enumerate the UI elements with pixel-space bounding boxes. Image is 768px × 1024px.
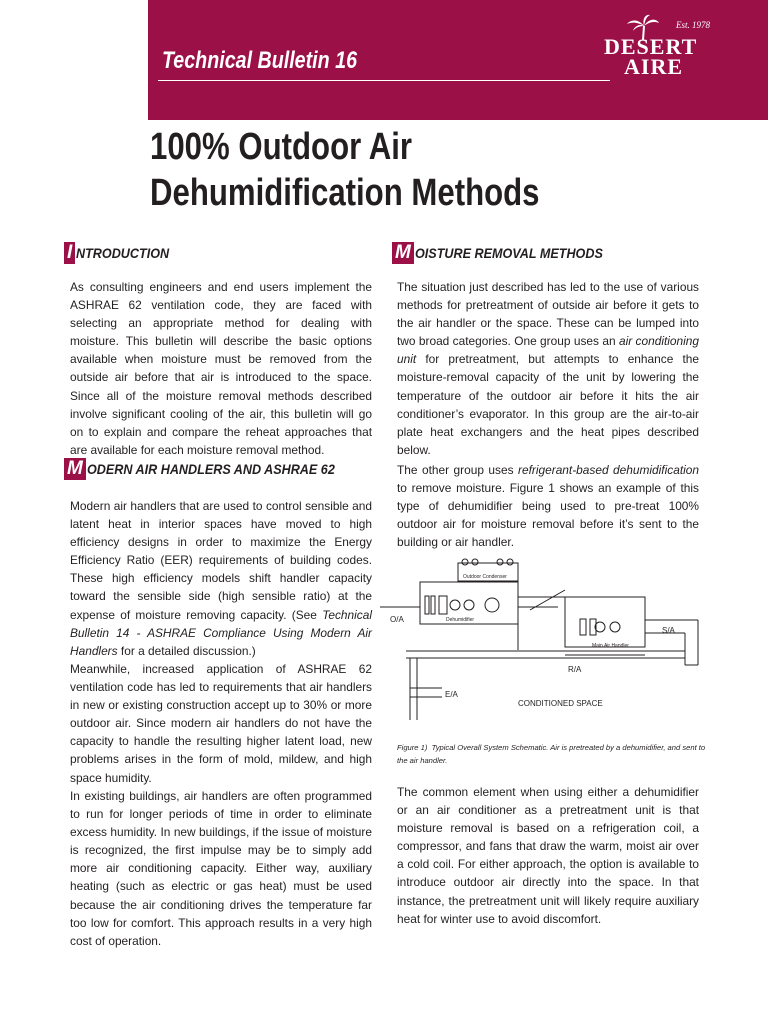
page-title [150, 124, 540, 216]
label-ea: E/A [445, 690, 458, 699]
fan-icon [464, 600, 474, 610]
condenser-fan [472, 559, 478, 565]
section-heading-moisture-removal [392, 242, 624, 264]
coil [425, 596, 429, 614]
drop-cap: M [64, 458, 86, 480]
moisture-paragraph-2 [397, 461, 699, 551]
fan-icon [610, 622, 620, 632]
main-air-handler [565, 597, 645, 647]
blower-icon [485, 598, 499, 612]
label-conditioned-space: CONDITIONED SPACE [518, 699, 603, 708]
figure-caption [397, 741, 707, 767]
condenser-fan [497, 559, 503, 565]
component [439, 596, 447, 614]
bulletin-reference: Technical Bulletin 14 - ASHRAE Compliance Using Modern Air Handlers [70, 607, 372, 658]
label-dehumidifier: Dehumidifier [446, 617, 475, 623]
moisture-paragraph-3: The common element when using either a dehumidifier or an air conditioner as a pretreatment unit is that moisture removal is based on a refrigeration coil, a compressor, and fans that draw the warm, moist air over a cold coil. For either approach, the option is available to introduce outdoor air directly into the space. In that instance, the pretreatment unit will likely require auxiliary heat for winter use to avoid discomfort. [397, 785, 699, 926]
condenser-fan [462, 559, 468, 565]
label-main-air-handler: Main Air Handler [592, 643, 629, 649]
logo-desert: DESERT [604, 34, 698, 59]
label-ra: R/A [568, 665, 582, 674]
text-run: Modern air handlers that are used to control sensible and latent heat in interior spaces have moved to high efficiency designs in order to maximize the Energy Efficiency Ratio (EER) requirements of building codes. These high efficiency models shift handler capacity toward the sensible side (high sensible ratio) at the expense of moisture removing capacity. (See [70, 499, 372, 622]
emphasis: air conditioning unit [397, 334, 700, 367]
fan-icon [450, 600, 460, 610]
modern-paragraph-2: Meanwhile, increased application of ASHRAE 62 ventilation code has led to requirements that air handlers in new or existing construction accept up to 30% or more outdoor air. Since modern air handlers do not have the capacity to handle the resulting higher latent load, new problems arises in the form of mold, mildew, and high space humidity. [70, 662, 372, 785]
modern-paragraph-3: In existing buildings, air handlers are often programmed to run for longer periods of time in order to eliminate excess humidity. In new buildings, if the issue of moisture is recognized, the first impulse may be to simply add more air conditioning capacity. Either way, auxiliary heating (such as electric or gas heat) must be used because the air conditioning drives the temperature far too low for comfort. This approach results in a very high cost of operation. [70, 789, 372, 948]
title-line-1: 100% Outdoor Air [150, 126, 413, 168]
text-run: to remove moisture. Figure 1 shows an example of this type of dehumidifier being used to pre-treat 100% outdoor air for moisture removal before it’s sent to the building or air handler. [397, 481, 699, 550]
coil [580, 619, 586, 635]
label-oa: O/A [390, 615, 404, 624]
intro-paragraph: As consulting engineers and end users implement the ASHRAE 62 ventilation code, they are faced with selecting an appropriate method for dealing with moisture. This bulletin will describe the basic options available when moisture must be removed from the outside air before that air is introduced to the space. Since all of the moisture removal methods described involve significant cooling of the air, this bulletin will go on to explain and compare the reheat approaches that are available for each moisture removal method. [70, 280, 372, 457]
coil [431, 596, 435, 614]
label-outdoor-condenser: Outdoor Condenser [463, 574, 507, 580]
text-run: The other group uses [397, 463, 519, 477]
text-run: for a detailed discussion.) [117, 643, 256, 658]
moisture-paragraph-1 [397, 278, 699, 459]
emphasis: refrigerant-based dehumidification [518, 463, 699, 477]
drop-cap: I [64, 242, 75, 264]
heading-text: NTRODUCTION [76, 245, 170, 261]
company-logo [598, 14, 710, 90]
system-schematic-figure [380, 555, 720, 730]
heading-text: OISTURE REMOVAL METHODS [414, 245, 603, 261]
logo-aire: AIRE [624, 54, 684, 79]
header-rule [158, 80, 610, 81]
text-run: for pretreatment, but attempts to enhance the moisture-removal capacity of the unit by lowering the temperature of the outdoor air before it hits the air conditioner’s evaporator. In this group are the air-to-air plate heat exchangers and the heat pipes described below. [397, 352, 699, 457]
bulletin-title: Technical Bulletin 16 [162, 47, 358, 74]
drop-cap: M [392, 242, 414, 264]
label-sa: S/A [662, 626, 675, 635]
condenser-fan [507, 559, 513, 565]
logo-established: Est. 1978 [675, 20, 710, 30]
text-run: The situation just described has led to the use of various methods for pretreatment of outside air before it gets to the air handler or the space. These can be lumped into two broad categories. One group uses an [397, 280, 699, 349]
heading-text: ODERN AIR HANDLERS AND ASHRAE 62 [86, 461, 335, 477]
modern-paragraph-1 [70, 497, 372, 660]
caption-prefix: Figure 1) [397, 743, 428, 752]
section-heading-modern-air-handlers [64, 458, 362, 480]
title-line-2: Dehumidification Methods [150, 172, 540, 214]
section-heading-introduction [64, 242, 180, 264]
caption-text: Typical Overall System Schematic. Air is pretreated by a dehumidifier, and sent to the air handler. [397, 743, 706, 765]
